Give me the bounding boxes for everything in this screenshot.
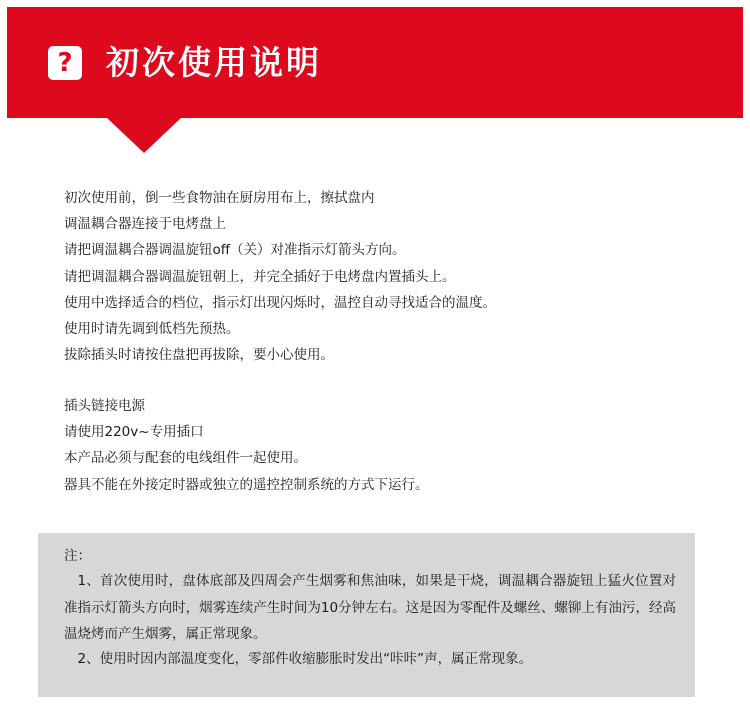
instruction-line: 初次使用前，倒一些食物油在厨房用布上，擦拭盘内 [64, 190, 375, 206]
power-instructions [64, 393, 684, 498]
instruction-line: 拔除插头时请按住盘把再拔除，要小心使用。 [64, 347, 334, 364]
instruction-line: 请把调温耦合器调温旋钮off（关）对准指示灯箭头方向。 [64, 242, 406, 259]
question-icon: ? [48, 46, 82, 80]
instruction-line: 本产品必须与配套的电线组件一起使用。 [64, 450, 307, 467]
instruction-line: 请使用220v~专用插口 [64, 424, 204, 441]
note-title: 注： [64, 548, 91, 564]
note-paragraph: 2、使用时因内部温度变化，零部件收缩膨胀时发出“咔咔”声，属正常现象。 [77, 651, 533, 667]
instruction-line: 使用时请先调到低档先预热。 [64, 321, 240, 338]
instruction-line: 使用中选择适合的档位，指示灯出现闪烁时，温控自动寻找适合的温度。 [64, 294, 496, 311]
instruction-line: 器具不能在外接定时器或独立的遥控控制系统的方式下运行。 [64, 476, 429, 493]
usage-instructions [64, 185, 684, 368]
instruction-line: 插头链接电源 [64, 398, 145, 414]
note-paragraph: 1、首次使用时，盘体底部及四周会产生烟雾和焦油味，如果是干烧，调温耦合器旋钮上猛火位置对准指示灯箭头方向时，烟雾连续产生时间为10分钟左右。这是因为零配件及螺丝、螺铆上有油污，经高温烧烤而产生烟雾，属正常现象。 [64, 573, 676, 642]
instruction-line: 请把调温耦合器调温旋钮朝上，并完全插好于电烤盘内置插头上。 [64, 268, 456, 285]
page-title: 初次使用说明 [106, 43, 322, 82]
instruction-line: 调温耦合器连接于电烤盘上 [64, 216, 226, 233]
header-pointer [106, 117, 182, 153]
